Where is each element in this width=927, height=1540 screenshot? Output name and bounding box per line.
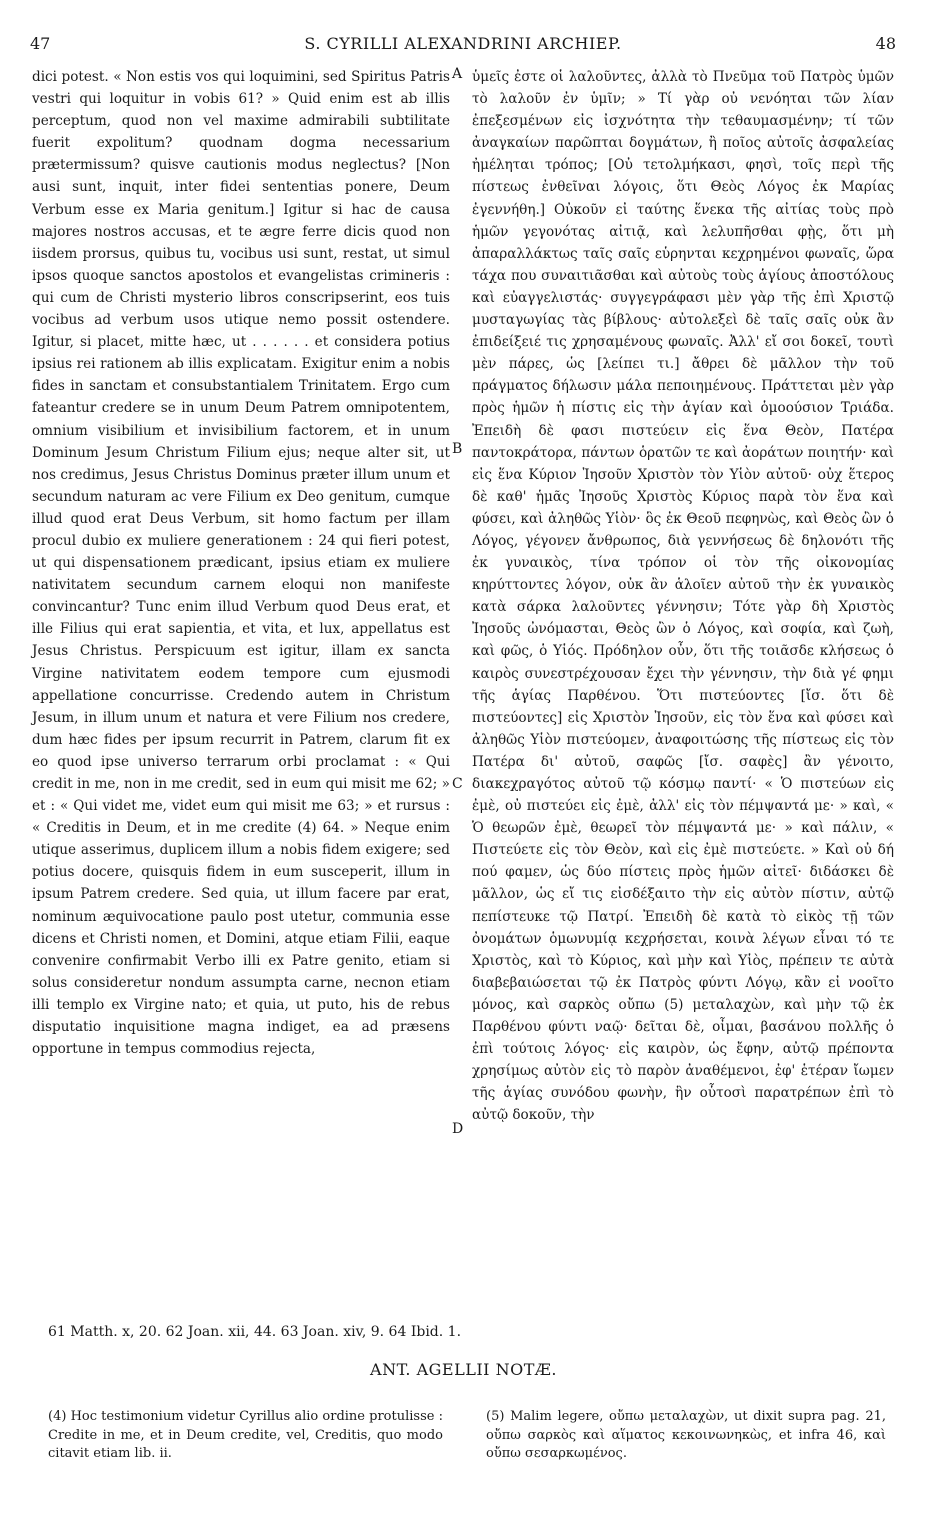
page-number-left: 47 bbox=[30, 34, 51, 53]
notes-heading: ANT. AGELLII NOTÆ. bbox=[370, 1360, 557, 1379]
scripture-references: 61 Matth. x, 20. 62 Joan. xii, 44. 63 Joan. xiv, 9. 64 Ibid. 1. bbox=[48, 1324, 462, 1340]
note-4: (4) Hoc testimonium videtur Cyrillus alio ordine protulisse : Credite in me, et in Deum credite, vel, Creditis, quo modo citavit etiam lib. ii. bbox=[48, 1409, 443, 1461]
page-number-right: 48 bbox=[875, 34, 896, 53]
greek-text: ὑμεῖς ἐστε οἱ λαλοῦντες, ἀλλὰ τὸ Πνεῦμα τοῦ Πατρὸς ὑμῶν τὸ λαλοῦν ἐν ὑμῖν; » Τί γὰρ οὐ νενόηται τῶν λίαν ἐπεξεσμένων εἰς ἰσχνότητα τὴν τεθαυμασμένην; τί τῶν ἀναγκαίων παρῶπται δογμάτων, ἢ ποῖος αὐτοῖς ἀσφαλείας ἠμέληται τρόπος; [Οὐ τετολμήκασι, φησὶ, τοῖς περὶ τῆς πίστεως ἐνθεῖναι λόγοις, ὅτι Θεὸς Λόγος ἐκ Μαρίας ἐγεννήθη.] Οὐκοῦν εἰ ταύτης ἕνεκα τῆς αἰτίας τοὺς πρὸ ἡμῶν γεγονότας αἰτιᾷ, καὶ λελυπῆσθαι φῂς, ὅτι μὴ ἀπαραλλάκτως ταῖς σαῖς εὑρηνται κεχρημένοι φωναῖς, ὥρα τάχα που συναιτιᾶσθαι καὶ αὐτοὺς τοὺς ἁγίους ἀποστόλους καὶ εὐαγγελιστάς· συγγεγράφασι μὲν γὰρ τῆς ἐπὶ Χριστῷ μυσταγωγίας τὰς βίβλους· αὐτολεξεὶ δὲ ταῖς σαῖς οὐκ ἂν ἐπιδείξειέ τις χρησαμένους φωναῖς. Ἀλλ' εἴ σοι δοκεῖ, τουτὶ μὲν πάρες, ὡς [λείπει τι.] ἄθρει δὲ μᾶλλον τὴν τοῦ πράγματος δήλωσιν μάλα πεποιημένους. Πράττεται μὲν γὰρ πρὸς ἡμῶν ἡ πίστις εἰς τὴν ἁγίαν καὶ ὁμοούσιον Τριάδα. Ἐπειδὴ δὲ φασι πιστεύειν εἰς ἕνα Θεὸν, Πατέρα παντοκράτορα, πάντων ὁρατῶν τε καὶ ἀοράτων ποιητήν· καὶ εἰς ἕνα Κύριον Ἰησοῦν Χριστὸν τὸν Υἱὸν αὐτοῦ· οὐχ ἕτερος δὲ καθ' ἡμᾶς Ἰησοῦς Χριστὸς Κύριος παρὰ τὸν ἕνα καὶ φύσει, καὶ ἀληθῶς Υἱὸν· ὃς ἐκ Θεοῦ πεφηνὼς, καὶ Θεὸς ὢν ὁ Λόγος, γέγονεν ἄνθρωπος, διὰ γεννήσεως δὲ δηλονότι τῆς ἐκ γυναικὸς, τίνα τρόπον οἱ τὸν τῆς οἰκονομίας κηρύττοντες λόγον, οὐκ ἂν ἁλοῖεν αὐτοῦ τὴν ἐκ γυναικὸς κατὰ σάρκα λαλοῦντες γέννησιν; Τότε γὰρ δὴ Χριστὸς Ἰησοῦς ὠνόμασται, Θεὸς ὢν ὁ Λόγος, καὶ σοφία, καὶ ζωὴ, καὶ φῶς, ὁ Υἱός. Πρόδηλον οὖν, ὅτι τῆς τοιᾶσδε κλήσεως ὁ καιρὸς συνεστρέχουσαν ἔχει τὴν γέννησιν, τὴν διὰ γέ φημι τῆς ἁγίας Παρθένου. Ὅτι πιστεύοντες [ἴσ. ὅτι δὲ πιστεύοντες] εἰς Χριστὸν Ἰησοῦν, εἰς τὸν ἕνα καὶ φύσει καὶ ἀληθῶς Υἱὸν πιστεύομεν, ἀναφοιτώσης τῆς πίστεως εἰς τὸν Πατέρα δι' αὐτοῦ, σαφῶς [ἴσ. σαφὲς] ἂν γένοιτο, διακεχραγότος αὐτοῦ τῷ κόσμῳ παντί· « Ὁ πιστεύων εἰς ἐμὲ, οὐ πιστεύει εἰς ἐμὲ, ἀλλ' εἰς τὸν πέμψαντά με· » καὶ, « Ὁ θεωρῶν ἐμὲ, θεωρεῖ τὸν πέμψαντά με· » καὶ πάλιν, « Πιστεύετε εἰς τὸν Θεὸν, καὶ εἰς ἐμὲ πιστεύετε. » Καὶ οὐ δή πού φαμεν, ὡς δύο πίστεις πρὸς ἡμῶν αἰτεῖ· διδάσκει δὲ μᾶλλον, ὡς εἴ τις εἰσδέξαιτο τὴν εἰς αὐτὸν πίστιν, αὐτῷ πεπίστευκε τῷ Πατρί. Ἐπειδὴ δὲ κατὰ τὸ εἰκὸς τῇ τῶν ὀνομάτων ὁμωνυμίᾳ κεχρήσεται, κοινὰ λέγων εἶναι τό τε Χριστὸς, καὶ τὸ Κύριος, καὶ μὴν καὶ Υἱὸς, πρέπειν τε αὐτὰ διαβεβαιώσεται τῷ ἐκ Πατρὸς φύντι Λόγῳ, κἂν εἰ νοοῖτο μόνος, καὶ σαρκὸς οὔπω (5) μεταλαχὼν, καὶ μὴν τῷ ἐκ Παρθένου φύντι ναῷ· δεῖται δὲ, οἶμαι, βασάνου πολλῆς ὁ ἐπὶ τούτοις λόγος· εἰς καιρὸν, ὡς ἔφην, αὐτῷ πρέποντα χρησίμως αὐτὸν εἰς τὸ παρὸν ἀναθέμενοι, ἐφ' ἑτέραν ἴωμεν τῆς ἁγίας συνόδου φωνὴν, ἣν οὗτοσὶ παρατρέπων ἐπὶ τὸ αὐτῷ δοκοῦν, τὴν bbox=[472, 69, 894, 1124]
section-marker-b: B bbox=[452, 441, 463, 457]
section-marker-a: A bbox=[452, 66, 463, 82]
latin-text: dici potest. « Non estis vos qui loquimini, sed Spiritus Patris vestri qui loquitur in vobis 61? » Quid enim est ab illis perceptum, quod non vel maxime admirabili subtilitate fuerit expolitum? quodnam dogma necessarium prætermissum? quisve cautionis modus neglectus? [Non ausi sunt, inquit, inter fidei sententias ponere, Deum Verbum esse ex Maria genitum.] Igitur si hac de causa majores nostros accusas, et te ægre ferre dicis quod non iisdem prorsus, quibus tu, vocibus usi sunt, restat, ut simul ipsos quoque sanctos apostolos et evangelistas crimineris : qui cum de Christi mysterio libros conscripserint, eos tuis vocibus ad verbum usos utique nemo possit ostendere. Igitur, si placet, mitte hæc, ut . . . . . . et considera potius ipsius rei rationem ab illis explicatam. Exigitur enim a nobis fides in sanctam et consubstantialem Trinitatem. Ergo cum fateantur credere se in unum Deum Patrem omnipotentem, omnium visibilium et invisibilium factorem, et in unum Dominum Jesum Christum Filium ejus; neque alter sit, ut nos credimus, Jesus Christus Dominus præter illum unum et secundum naturam ac vere Filium ex Deo genitum, cumque illud quod erat Deus Verbum, sit homo factum per illam procul dubio ex muliere generationem : 24 qui fieri potest, ut qui dispensationem prædicant, ipsius etiam ex muliere nativitatem secundum carnem eloqui non manifeste convincantur? Tunc enim illud Verbum quod Deus erat, et ille Filius qui erat sapientia, et vita, et lux, appellatus est Jesus Christus. Perspicuum est igitur, illam ex sancta Virgine nativitatem eodem tempore cum ejusmodi appellatione concurrisse. Credendo autem in Christum Jesum, in illum unum et natura et vere Filium nos credere, dum hæc fides per ipsum recurrit in Patrem, clarum fit ex eo quod ipse universo terrarum orbi proclamat : « Qui credit in me, non in me credit, sed in eum qui misit me 62; » et : « Qui videt me, videt eum qui misit me 63; » et rursus : « Creditis in Deum, et in me credite (4) 64. » Neque enim utique asserimus, duplicem illum a nobis fidem exigere; sed potius docere, quisquis fidem in eum susceperit, illum in ipsum Patrem credere. Sed quia, ut illum facere par erat, nominum æquivocatione paulo post utetur, communia esse dicens et Christi nomen, et Domini, atque etiam Filii, eaque convenire confirmabit Verbo illi ex Patre genito, etiam si solus consideretur nondum assumpta carne, necnon etiam illi templo ex Virgine nato; et quia, ut puto, his de rebus disputatio inquisitione magna indiget, ea ad præsens opportune in tempus commodius rejecta, bbox=[32, 69, 450, 1058]
latin-column bbox=[32, 66, 450, 1060]
greek-column bbox=[472, 66, 894, 1127]
section-marker-c: C bbox=[452, 776, 463, 792]
section-marker-d: D bbox=[452, 1121, 464, 1137]
note-5: (5) Malim legere, οὔπω μεταλαχὼν, ut dixit supra pag. 21, οὔπω σαρκὸς καὶ αἵματος κεκοινωνηκὼς, et infra 46, καὶ οὔπω σεσαρκωμένος. bbox=[486, 1409, 886, 1461]
running-header bbox=[30, 34, 896, 58]
running-title: S. CYRILLI ALEXANDRINI ARCHIEP. bbox=[304, 34, 622, 53]
